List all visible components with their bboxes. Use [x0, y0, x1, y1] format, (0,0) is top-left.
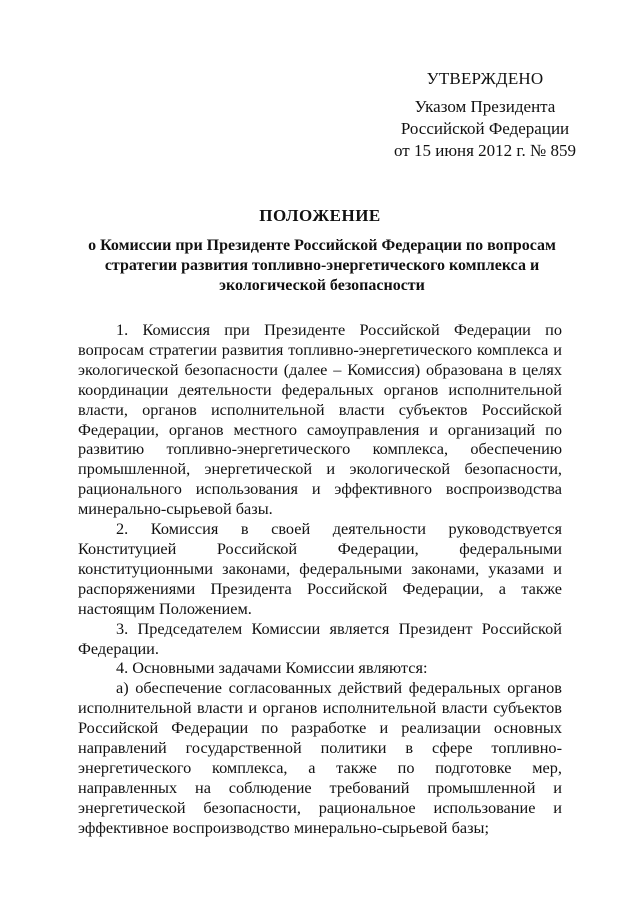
subtitle-line-2: стратегии развития топливно-энергетического комплекса и: [104, 257, 540, 274]
paragraph-1: 1. Комиссия при Президенте Российской Федерации по вопросам стратегии развития топливно-энергетического комплекса и экологической безопасности (далее – Комиссия) образована в целях координации деятельности федеральных органов исполнительной власти, органов исполнительной власти субъектов Российской Федерации, органов местного самоуправления и организаций по развитию топливно-энергетического комплекса, обеспечению промышленной, энергетической и экологической безопасности, рационального использования и эффективного воспроизводства минерально-сырьевой базы.: [78, 320, 562, 519]
approval-block: [370, 68, 600, 162]
paragraph-2: 2. Комиссия в своей деятельности руководствуется Конституцией Российской Федерации, федеральными конституционными законами, федеральными законами, указами и распоряжениями Президента Российской Федерации, а также настоящим Положением.: [78, 519, 562, 618]
approval-stamp: УТВЕРЖДЕНО: [426, 69, 544, 88]
subtitle-line-3: экологической безопасности: [219, 277, 425, 294]
approval-line-1: Указом Президента: [414, 97, 556, 116]
document-subtitle: [78, 236, 566, 296]
approval-line-2: Российской Федерации: [400, 119, 570, 138]
document-title: ПОЛОЖЕНИЕ: [259, 206, 381, 225]
paragraph-4: 4. Основными задачами Комиссии являются:: [116, 658, 428, 678]
document-body: [78, 320, 562, 838]
paragraph-3: 3. Председателем Комиссии является Президент Российской Федерации.: [78, 618, 562, 658]
approval-line-3: от 15 июня 2012 г. № 859: [394, 141, 576, 160]
subtitle-line-1: о Комиссии при Президенте Российской Федерации по вопросам: [88, 237, 556, 254]
paragraph-4a: а) обеспечение согласованных действий федеральных органов исполнительной власти и органов исполнительной власти субъектов Российской Федерации по разработке и реализации основных направлений государственной политики в сфере топливно-энергетического комплекса, а также по подготовке мер, направленных на соблюдение требований промышленной и энергетической безопасности, рациональное использование и эффективное воспроизводство минерально-сырьевой базы;: [78, 678, 562, 837]
